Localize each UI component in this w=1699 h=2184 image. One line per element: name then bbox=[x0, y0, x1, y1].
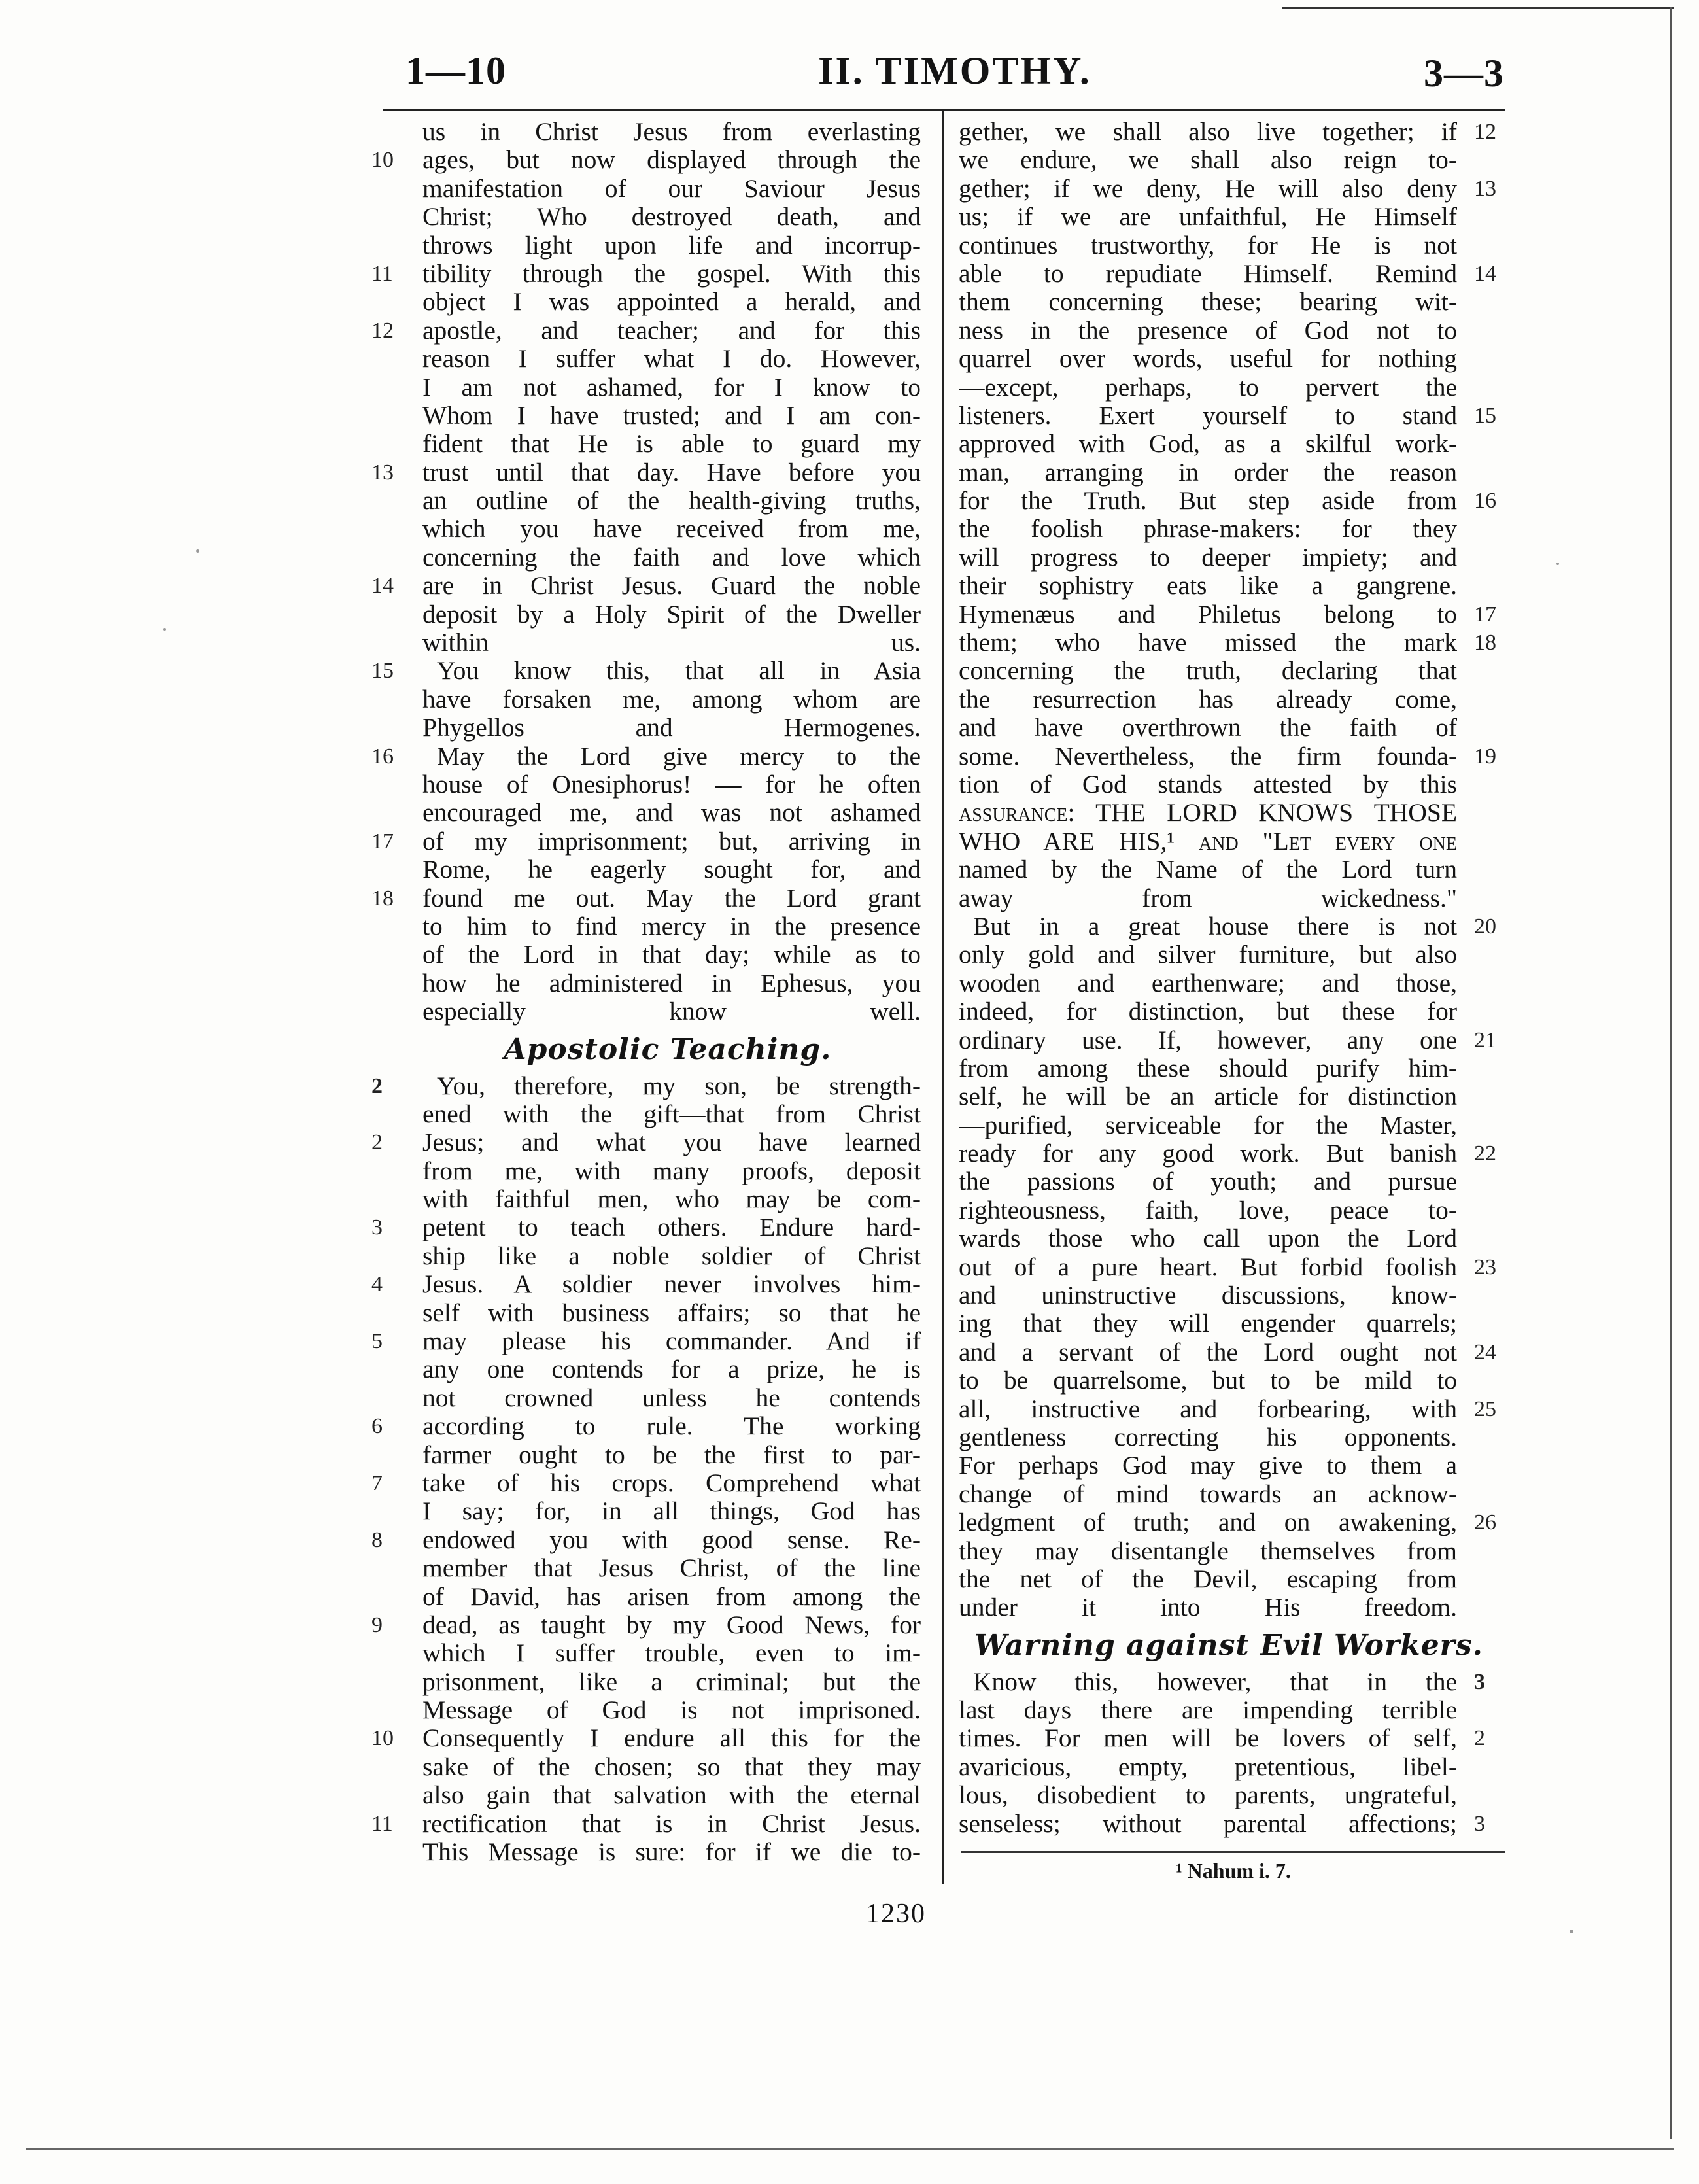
verse-number: 11 bbox=[371, 1811, 393, 1836]
line-text: how he administered in Ephesus, you bbox=[422, 969, 921, 997]
verse-number: 7 bbox=[371, 1470, 383, 1495]
text-line bbox=[371, 1128, 925, 1156]
line-text: for the Truth. But step aside from bbox=[959, 487, 1457, 515]
verse-number: 14 bbox=[371, 574, 394, 598]
line-text: farmer ought to be the first to par- bbox=[422, 1440, 921, 1469]
section-heading: Apostolic Teaching. bbox=[504, 1032, 832, 1066]
text-line bbox=[371, 1469, 925, 1497]
line-text: Jesus; and what you have learned bbox=[422, 1128, 921, 1157]
book-title: II. TIMOTHY. bbox=[818, 49, 1091, 92]
line-text: change of mind towards an acknow- bbox=[959, 1480, 1457, 1508]
line-text: throws light upon life and incorrup- bbox=[422, 231, 921, 260]
line-text: deposit by a Holy Spirit of the Dweller bbox=[422, 600, 921, 629]
text-line bbox=[371, 203, 925, 231]
line-text: take of his crops. Comprehend what bbox=[422, 1468, 921, 1497]
verse-number: 17 bbox=[1474, 602, 1496, 627]
text-line bbox=[952, 1395, 1505, 1423]
text-line bbox=[952, 430, 1505, 458]
text-line bbox=[952, 1753, 1505, 1781]
text-line bbox=[952, 912, 1505, 941]
text-line bbox=[952, 1508, 1505, 1536]
text-line bbox=[952, 203, 1505, 231]
verse-number: 2 bbox=[1474, 1726, 1485, 1751]
text-line bbox=[952, 1026, 1505, 1054]
line-text: righteousness, faith, love, peace to- bbox=[959, 1196, 1457, 1224]
verse-number: 11 bbox=[371, 261, 393, 286]
line-text: named by the Name of the Lord turn bbox=[959, 856, 1457, 884]
text-line bbox=[952, 1423, 1505, 1451]
text-line bbox=[952, 969, 1505, 997]
verse-number: 12 bbox=[371, 318, 394, 343]
line-text: any one contends for a prize, he is bbox=[422, 1355, 921, 1384]
line-text: fident that He is able to guard my bbox=[422, 430, 921, 459]
header-rule bbox=[383, 109, 1505, 111]
text-line bbox=[371, 969, 925, 997]
line-text: concerning the truth, declaring that bbox=[959, 657, 1457, 685]
line-text: the foolish phrase-makers: for they bbox=[959, 515, 1457, 544]
text-line bbox=[371, 1384, 925, 1412]
text-line bbox=[952, 771, 1505, 799]
text-line bbox=[952, 1810, 1505, 1838]
line-text: only gold and silver furniture, but also bbox=[959, 941, 1457, 969]
text-line bbox=[371, 345, 925, 373]
text-line bbox=[371, 657, 925, 685]
line-text: ages, but now displayed through the bbox=[422, 146, 921, 175]
line-text: us in Christ Jesus from everlasting bbox=[422, 118, 921, 146]
text-line bbox=[371, 714, 925, 742]
line-text: concerning the faith and love which bbox=[422, 543, 921, 572]
text-line bbox=[371, 799, 925, 827]
text-line bbox=[952, 1224, 1505, 1253]
line-text: reason I suffer what I do. However, bbox=[422, 345, 921, 373]
line-text: able to repudiate Himself. Remind bbox=[959, 259, 1457, 288]
text-line bbox=[952, 600, 1505, 629]
line-text: Message of God is not imprisoned. bbox=[422, 1696, 921, 1725]
text-line bbox=[952, 1083, 1505, 1111]
line-text: the passions of youth; and pursue bbox=[959, 1168, 1457, 1196]
line-text: I am not ashamed, for I know to bbox=[422, 373, 921, 402]
text-line bbox=[952, 997, 1505, 1026]
line-text: quarrel over words, useful for nothing bbox=[959, 345, 1457, 373]
line-text: and have overthrown the faith of bbox=[959, 714, 1457, 742]
footnote: ¹ Nahum i. 7. bbox=[1176, 1859, 1291, 1882]
line-text: Hymenæus and Philetus belong to bbox=[959, 600, 1457, 629]
line-text: WHO ARE HIS,¹ and "Let every one bbox=[959, 827, 1457, 856]
text-line bbox=[371, 146, 925, 174]
text-line bbox=[952, 1537, 1505, 1565]
text-line bbox=[371, 1270, 925, 1298]
text-line bbox=[371, 1412, 925, 1440]
line-text: have forsaken me, among whom are bbox=[422, 685, 921, 714]
line-text: they may disentangle themselves from bbox=[959, 1536, 1457, 1565]
line-text: away from wickedness." bbox=[959, 884, 1457, 912]
text-line bbox=[952, 657, 1505, 685]
line-text: I say; for, in all things, God has bbox=[422, 1497, 921, 1526]
line-text: ing that they will engender quarrels; bbox=[959, 1309, 1457, 1338]
text-line bbox=[952, 685, 1505, 714]
column-divider bbox=[942, 111, 944, 1884]
text-line bbox=[952, 1781, 1505, 1809]
text-line bbox=[371, 742, 925, 771]
text-line bbox=[952, 884, 1505, 912]
verse-number: 17 bbox=[371, 829, 394, 854]
text-line bbox=[952, 459, 1505, 487]
line-text: Know this, however, that in the bbox=[973, 1667, 1457, 1696]
verse-number: 18 bbox=[1474, 631, 1496, 655]
line-text: within us. bbox=[422, 629, 921, 657]
line-text: member that Jesus Christ, of the line bbox=[422, 1554, 921, 1583]
line-text: of the Lord in that day; while as to bbox=[422, 941, 921, 969]
scan-edge-bottom bbox=[26, 2148, 1674, 2150]
line-text: For perhaps God may give to them a bbox=[959, 1451, 1457, 1480]
line-text: and a servant of the Lord ought not bbox=[959, 1338, 1457, 1366]
text-line bbox=[371, 856, 925, 884]
text-line bbox=[952, 1480, 1505, 1508]
text-line bbox=[952, 1338, 1505, 1366]
text-line bbox=[371, 260, 925, 288]
line-text: indeed, for distinction, but these for bbox=[959, 997, 1457, 1026]
line-text: listeners. Exert yourself to stand bbox=[959, 401, 1457, 430]
text-line bbox=[371, 1185, 925, 1213]
line-text: last days there are impending terrible bbox=[959, 1696, 1457, 1725]
text-line bbox=[952, 232, 1505, 260]
line-text: gether, we shall also live together; if bbox=[959, 118, 1457, 146]
header-right-reference: 3—3 bbox=[1424, 52, 1504, 95]
text-line bbox=[371, 997, 925, 1026]
line-text: house of Onesiphorus! — for he often bbox=[422, 770, 921, 799]
text-line bbox=[952, 175, 1505, 203]
line-text: also gain that salvation with the eternal bbox=[422, 1781, 921, 1810]
line-text: Consequently I endure all this for the bbox=[422, 1724, 921, 1753]
verse-number: 16 bbox=[1474, 489, 1496, 513]
scan-edge-right bbox=[1670, 7, 1672, 2139]
line-text: May the Lord give mercy to the bbox=[437, 742, 921, 771]
text-line bbox=[371, 1441, 925, 1469]
text-line bbox=[371, 1242, 925, 1270]
line-text: which you have received from me, bbox=[422, 515, 921, 544]
verse-number: 2 bbox=[371, 1130, 383, 1155]
text-line bbox=[371, 600, 925, 629]
text-line bbox=[371, 373, 925, 402]
verse-number: 18 bbox=[371, 886, 394, 910]
verse-number: 25 bbox=[1474, 1396, 1496, 1421]
left-column bbox=[371, 118, 925, 1866]
line-text: of David, has arisen from among the bbox=[422, 1582, 921, 1611]
text-line bbox=[371, 827, 925, 856]
scan-speck bbox=[1556, 563, 1559, 565]
line-text: not crowned unless he contends bbox=[422, 1383, 921, 1412]
line-text: gentleness correcting his opponents. bbox=[959, 1423, 1457, 1451]
verse-number: 13 bbox=[371, 460, 394, 485]
verse-number: 10 bbox=[371, 148, 394, 173]
verse-number: 5 bbox=[371, 1329, 383, 1354]
text-line bbox=[371, 1668, 925, 1696]
line-text: petent to teach others. Endure hard- bbox=[422, 1213, 921, 1242]
line-text: which I suffer trouble, even to im- bbox=[422, 1639, 921, 1668]
scan-edge-top bbox=[1282, 7, 1674, 9]
text-line bbox=[371, 1810, 925, 1838]
text-line bbox=[371, 430, 925, 458]
line-text: tion of God stands attested by this bbox=[959, 770, 1457, 799]
line-text: continues trustworthy, for He is not bbox=[959, 231, 1457, 260]
text-line bbox=[952, 118, 1505, 146]
text-line bbox=[952, 629, 1505, 657]
text-line bbox=[952, 1366, 1505, 1395]
text-line bbox=[371, 1639, 925, 1667]
line-text: are in Christ Jesus. Guard the noble bbox=[422, 572, 921, 600]
text-line bbox=[952, 1668, 1505, 1696]
text-line bbox=[371, 1213, 925, 1241]
line-text: senseless; without parental affections; bbox=[959, 1809, 1457, 1838]
line-text: them concerning these; bearing wit- bbox=[959, 288, 1457, 317]
line-text: manifestation of our Saviour Jesus bbox=[422, 174, 921, 203]
line-text: with faithful men, who may be com- bbox=[422, 1185, 921, 1214]
line-text: You, therefore, my son, be strength- bbox=[437, 1071, 921, 1100]
header-left-reference: 1—10 bbox=[405, 49, 506, 92]
line-text: will progress to deeper impiety; and bbox=[959, 543, 1457, 572]
text-line bbox=[371, 459, 925, 487]
line-text: lous, disobedient to parents, ungrateful, bbox=[959, 1781, 1457, 1810]
text-line bbox=[371, 1497, 925, 1525]
line-text: to him to find mercy in the presence bbox=[422, 912, 921, 941]
text-line bbox=[952, 1309, 1505, 1338]
line-text: all, instructive and forbearing, with bbox=[959, 1395, 1457, 1423]
verse-number: 13 bbox=[1474, 176, 1496, 201]
text-line bbox=[371, 317, 925, 345]
line-text: an outline of the health-giving truths, bbox=[422, 487, 921, 515]
line-text: ordinary use. If, however, any one bbox=[959, 1026, 1457, 1054]
text-line bbox=[371, 1157, 925, 1185]
text-line bbox=[371, 1838, 925, 1866]
line-text: the net of the Devil, escaping from bbox=[959, 1565, 1457, 1593]
text-line bbox=[371, 629, 925, 657]
running-header bbox=[392, 42, 1517, 107]
scan-speck bbox=[163, 628, 166, 631]
text-line bbox=[952, 1281, 1505, 1309]
line-text: Jesus. A soldier never involves him- bbox=[422, 1270, 921, 1299]
line-text: from me, with many proofs, deposit bbox=[422, 1156, 921, 1185]
text-line bbox=[952, 742, 1505, 771]
line-text: avaricious, empty, pretentious, libel- bbox=[959, 1752, 1457, 1781]
line-text: may please his commander. And if bbox=[422, 1327, 921, 1356]
text-line bbox=[952, 1593, 1505, 1621]
text-line bbox=[952, 515, 1505, 543]
verse-number: 22 bbox=[1474, 1141, 1496, 1166]
text-line bbox=[371, 1724, 925, 1752]
verse-number: 9 bbox=[371, 1612, 383, 1637]
text-line bbox=[371, 1526, 925, 1554]
line-text: we endure, we shall also reign to- bbox=[959, 146, 1457, 175]
line-text: the resurrection has already come, bbox=[959, 685, 1457, 714]
text-line bbox=[952, 1253, 1505, 1281]
line-text: Whom I have trusted; and I am con- bbox=[422, 401, 921, 430]
line-text: ened with the gift—that from Christ bbox=[422, 1100, 921, 1128]
line-text: self with business affairs; so that he bbox=[422, 1298, 921, 1327]
text-line bbox=[952, 1696, 1505, 1724]
text-line bbox=[371, 487, 925, 515]
verse-number: 19 bbox=[1474, 744, 1496, 769]
line-text: Phygellos and Hermogenes. bbox=[422, 714, 921, 742]
verse-number: 14 bbox=[1474, 261, 1496, 286]
text-line bbox=[371, 402, 925, 430]
text-line bbox=[371, 912, 925, 941]
line-text: their sophistry eats like a gangrene. bbox=[959, 572, 1457, 600]
line-text: and uninstructive discussions, know- bbox=[959, 1281, 1457, 1310]
text-line bbox=[371, 1327, 925, 1355]
chapter-number: 2 bbox=[371, 1073, 383, 1098]
text-line bbox=[952, 1168, 1505, 1196]
line-text: assurance: THE LORD KNOWS THOSE bbox=[959, 799, 1457, 827]
line-text: encouraged me, and was not ashamed bbox=[422, 799, 921, 827]
verse-number: 26 bbox=[1474, 1510, 1496, 1535]
verse-number: 8 bbox=[371, 1527, 383, 1552]
text-line bbox=[371, 572, 925, 600]
verse-number: 23 bbox=[1474, 1255, 1496, 1279]
verse-number: 16 bbox=[371, 744, 394, 769]
line-text: trust until that day. Have before you bbox=[422, 458, 921, 487]
text-line bbox=[371, 288, 925, 316]
line-text: gether; if we deny, He will also deny bbox=[959, 174, 1457, 203]
text-line bbox=[952, 941, 1505, 969]
text-line bbox=[952, 146, 1505, 174]
text-line bbox=[371, 1072, 925, 1100]
text-line bbox=[371, 1100, 925, 1128]
line-text: sake of the chosen; so that they may bbox=[422, 1752, 921, 1781]
verse-number: 10 bbox=[371, 1726, 394, 1751]
text-line bbox=[371, 515, 925, 543]
text-line bbox=[952, 373, 1505, 402]
section-heading: Warning against Evil Workers. bbox=[974, 1628, 1483, 1662]
text-line bbox=[952, 345, 1505, 373]
line-text: times. For men will be lovers of self, bbox=[959, 1724, 1457, 1753]
line-text: them; who have missed the mark bbox=[959, 629, 1457, 657]
line-text: ready for any good work. But banish bbox=[959, 1139, 1457, 1168]
line-text: ship like a noble soldier of Christ bbox=[422, 1241, 921, 1270]
scan-speck bbox=[196, 549, 199, 553]
text-line bbox=[371, 1355, 925, 1383]
text-line bbox=[952, 799, 1505, 827]
line-text: But in a great house there is not bbox=[973, 912, 1457, 941]
line-text: especially know well. bbox=[422, 997, 921, 1026]
line-text: found me out. May the Lord grant bbox=[422, 884, 921, 912]
line-text: from among these should purify him- bbox=[959, 1054, 1457, 1083]
text-line bbox=[952, 288, 1505, 316]
line-text: some. Nevertheless, the firm founda- bbox=[959, 742, 1457, 771]
text-line bbox=[952, 487, 1505, 515]
line-text: ledgment of truth; and on awakening, bbox=[959, 1508, 1457, 1537]
verse-number: 21 bbox=[1474, 1028, 1496, 1052]
text-line bbox=[952, 1565, 1505, 1593]
line-text: endowed you with good sense. Re- bbox=[422, 1525, 921, 1554]
line-text: wooden and earthenware; and those, bbox=[959, 969, 1457, 997]
text-line bbox=[371, 118, 925, 146]
verse-number: 6 bbox=[371, 1414, 383, 1439]
text-line bbox=[371, 1696, 925, 1724]
line-text: You know this, that all in Asia bbox=[437, 657, 921, 685]
page-number: 1230 bbox=[866, 1899, 926, 1929]
line-text: Christ; Who destroyed death, and bbox=[422, 203, 921, 232]
text-line bbox=[371, 1781, 925, 1809]
line-text: to be quarrelsome, but to be mild to bbox=[959, 1366, 1457, 1395]
line-text: under it into His freedom. bbox=[959, 1593, 1457, 1622]
verse-number: 24 bbox=[1474, 1340, 1496, 1364]
text-line bbox=[952, 1054, 1505, 1083]
text-line bbox=[952, 572, 1505, 600]
line-text: object I was appointed a herald, and bbox=[422, 288, 921, 317]
text-line bbox=[371, 685, 925, 714]
line-text: tibility through the gospel. With this bbox=[422, 259, 921, 288]
line-text: Rome, he eagerly sought for, and bbox=[422, 856, 921, 884]
verse-number: 3 bbox=[371, 1215, 383, 1240]
text-line bbox=[371, 175, 925, 203]
line-text: self, he will be an article for distinction bbox=[959, 1083, 1457, 1111]
text-line bbox=[952, 856, 1505, 884]
line-text: —except, perhaps, to pervert the bbox=[959, 373, 1457, 402]
text-line bbox=[952, 714, 1505, 742]
text-line bbox=[371, 544, 925, 572]
right-column bbox=[952, 118, 1505, 1838]
line-text: wards those who call upon the Lord bbox=[959, 1224, 1457, 1253]
verse-number: 3 bbox=[1474, 1811, 1485, 1836]
text-line bbox=[952, 1139, 1505, 1168]
text-line bbox=[371, 884, 925, 912]
verse-number: 15 bbox=[371, 659, 394, 684]
text-line bbox=[371, 232, 925, 260]
text-line bbox=[952, 1111, 1505, 1139]
verse-number: 20 bbox=[1474, 914, 1496, 939]
text-line bbox=[371, 1611, 925, 1639]
line-text: man, arranging in order the reason bbox=[959, 458, 1457, 487]
line-text: prisonment, like a criminal; but the bbox=[422, 1667, 921, 1696]
text-line bbox=[952, 317, 1505, 345]
scan-speck bbox=[1570, 1930, 1573, 1933]
text-line bbox=[952, 1196, 1505, 1224]
text-line bbox=[952, 544, 1505, 572]
line-text: of my imprisonment; but, arriving in bbox=[422, 827, 921, 856]
line-text: dead, as taught by my Good News, for bbox=[422, 1610, 921, 1639]
footnote-rule bbox=[961, 1851, 1505, 1853]
line-text: ness in the presence of God not to bbox=[959, 316, 1457, 345]
line-text: —purified, serviceable for the Master, bbox=[959, 1111, 1457, 1139]
line-text: rectification that is in Christ Jesus. bbox=[422, 1809, 921, 1838]
verse-number: 12 bbox=[1474, 120, 1496, 144]
text-line bbox=[371, 1299, 925, 1327]
line-text: out of a pure heart. But forbid foolish bbox=[959, 1253, 1457, 1281]
line-text: us; if we are unfaithful, He Himself bbox=[959, 203, 1457, 232]
line-text: according to rule. The working bbox=[422, 1412, 921, 1441]
text-line bbox=[952, 1724, 1505, 1752]
text-line bbox=[952, 260, 1505, 288]
verse-number: 4 bbox=[371, 1272, 383, 1297]
text-line bbox=[952, 402, 1505, 430]
text-line bbox=[371, 1753, 925, 1781]
verse-number: 15 bbox=[1474, 403, 1496, 428]
text-line bbox=[371, 771, 925, 799]
text-line bbox=[952, 1451, 1505, 1480]
chapter-number: 3 bbox=[1474, 1669, 1485, 1694]
text-line bbox=[371, 941, 925, 969]
text-line bbox=[371, 1583, 925, 1611]
line-text: approved with God, as a skilful work- bbox=[959, 430, 1457, 459]
line-text: apostle, and teacher; and for this bbox=[422, 316, 921, 345]
text-line bbox=[952, 827, 1505, 856]
text-line bbox=[371, 1554, 925, 1582]
line-text: This Message is sure: for if we die to- bbox=[422, 1838, 921, 1867]
